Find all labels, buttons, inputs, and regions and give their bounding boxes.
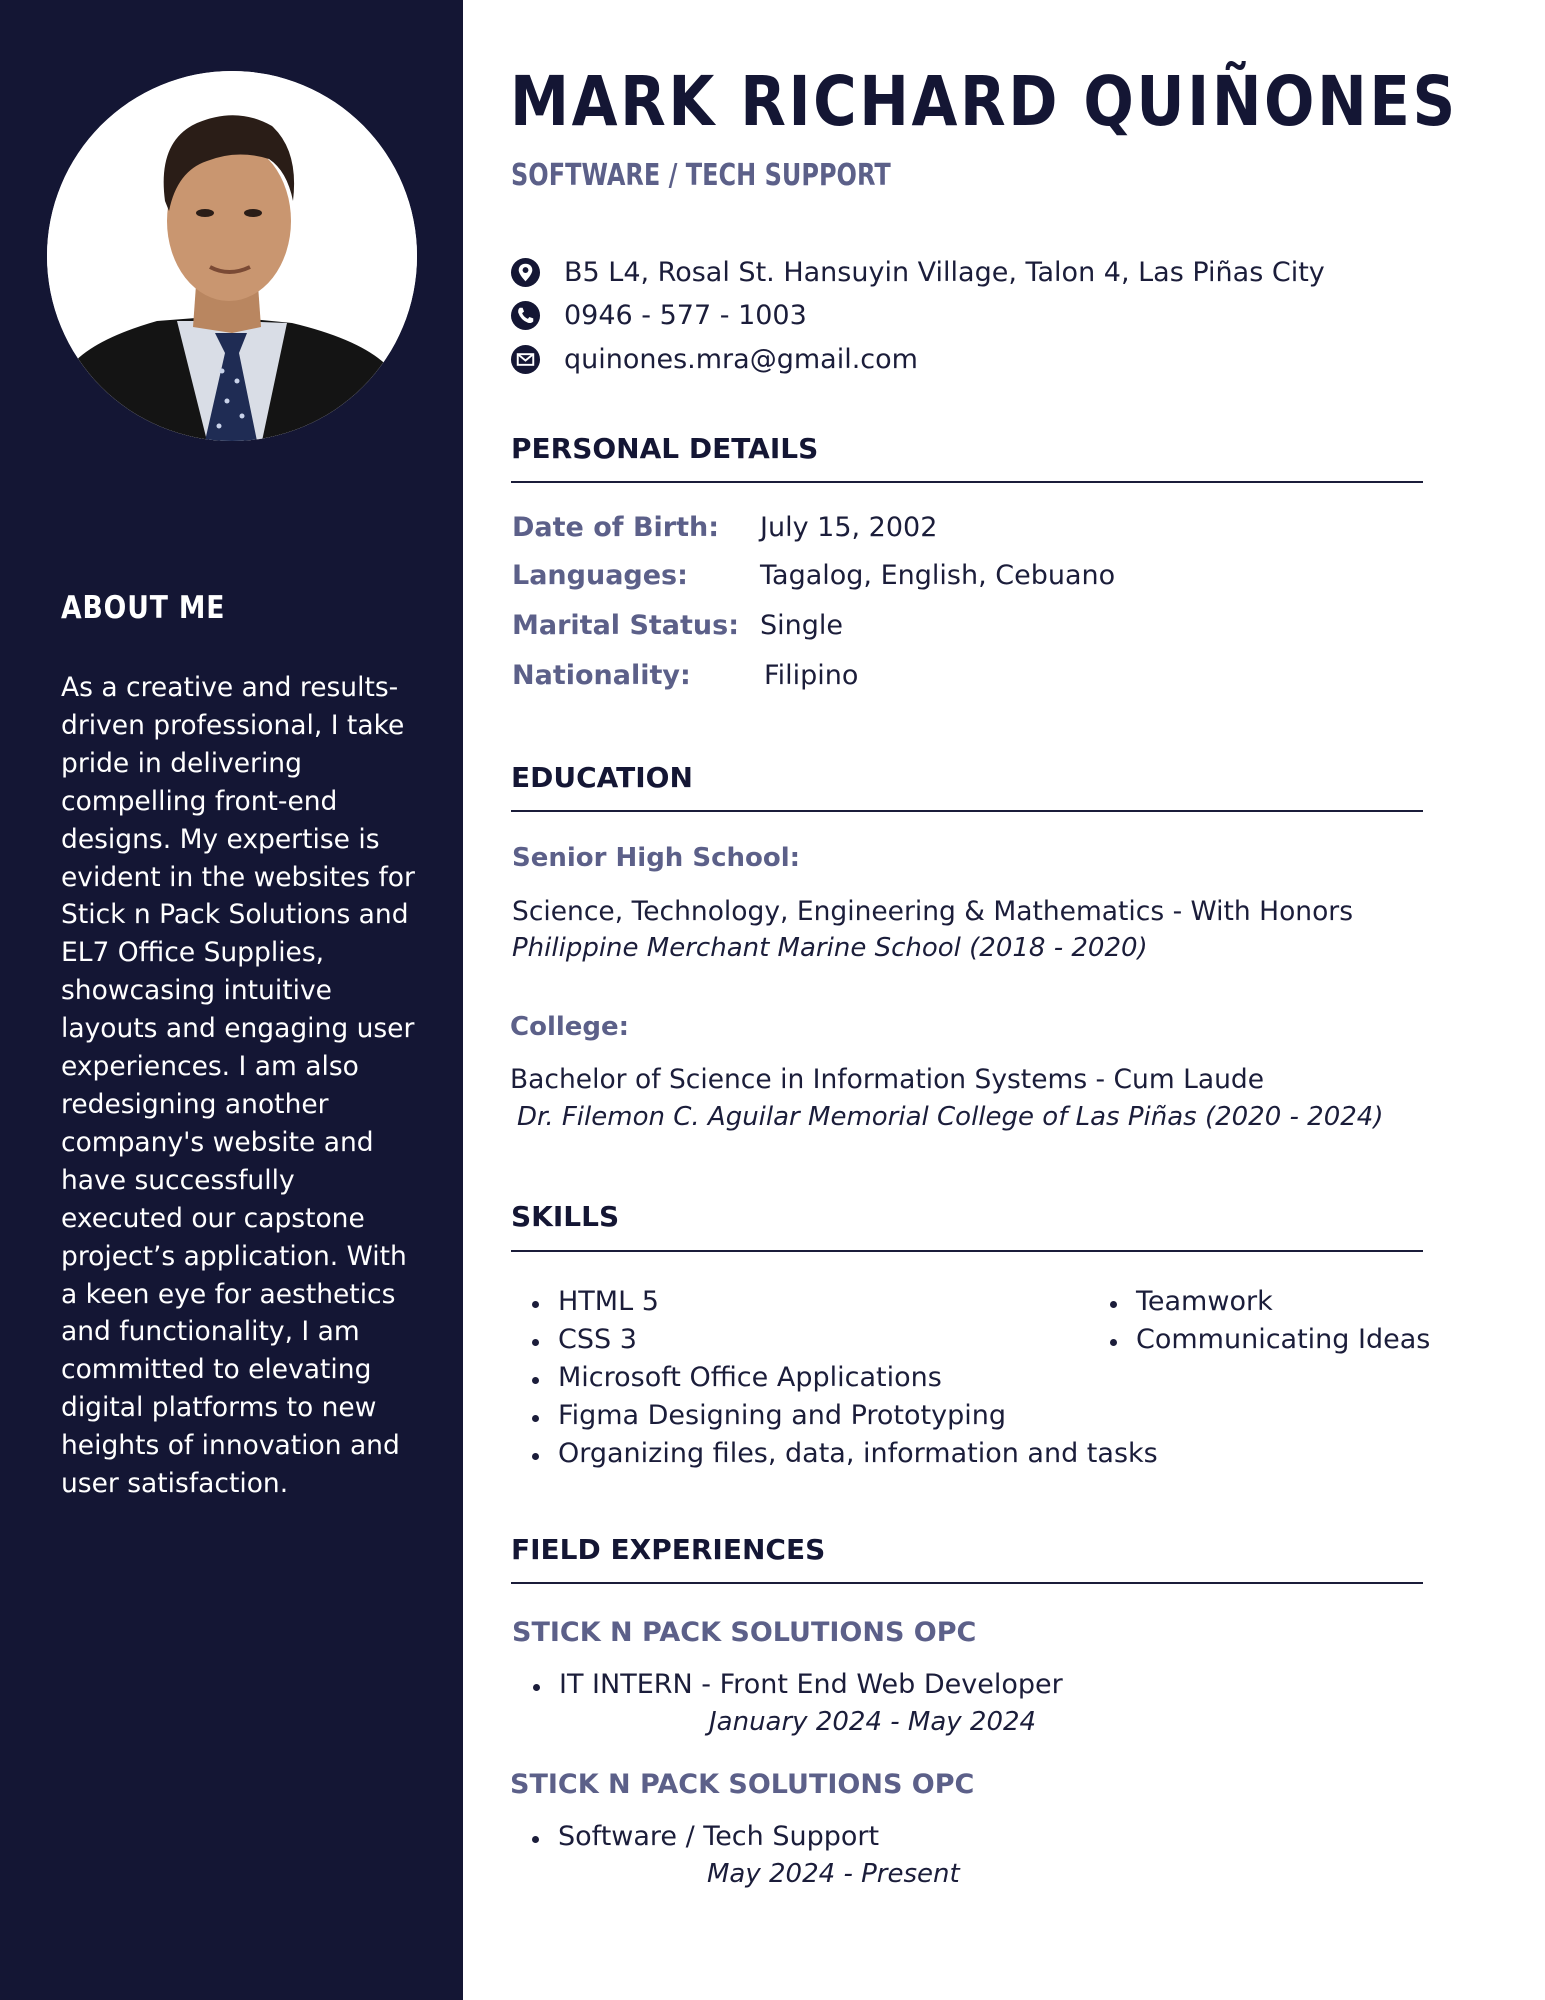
senior-high-school: Philippine Merchant Marine School (2018 - 2020) <box>512 933 1148 963</box>
marital-status-label: Marital Status: <box>512 610 740 641</box>
dob-label: Date of Birth: <box>512 512 720 543</box>
experience-dates: May 2024 - Present <box>707 1859 960 1889</box>
skill-item: HTML 5 <box>558 1286 659 1317</box>
experience-company: STICK N PACK SOLUTIONS OPC <box>512 1617 977 1648</box>
senior-high-heading: Senior High School: <box>512 843 801 873</box>
contact-address <box>510 255 1325 289</box>
contact-email <box>510 342 918 376</box>
about-me-title: ABOUT ME <box>61 590 226 626</box>
section-divider <box>511 1250 1423 1252</box>
experience-position: Software / Tech Support <box>558 1821 880 1852</box>
phone-icon <box>510 300 541 331</box>
portrait-illustration <box>47 71 417 441</box>
skill-item: Microsoft Office Applications <box>558 1362 942 1393</box>
experience-position: IT INTERN - Front End Web Developer <box>559 1669 1063 1700</box>
nationality-label: Nationality: <box>512 660 691 691</box>
skill-item: Teamwork <box>1136 1286 1273 1317</box>
skills-title: SKILLS <box>511 1200 620 1233</box>
dob-value: July 15, 2002 <box>760 512 938 543</box>
phone-text: 0946 - 577 - 1003 <box>564 299 807 331</box>
languages-value: Tagalog, English, Cebuano <box>760 560 1116 591</box>
skill-item: Figma Designing and Prototyping <box>558 1400 1006 1431</box>
address-text: B5 L4, Rosal St. Hansuyin Village, Talon 4, Las Piñas City <box>564 256 1325 288</box>
college-heading: College: <box>510 1012 630 1042</box>
skill-item: CSS 3 <box>558 1324 637 1355</box>
contact-phone <box>510 298 807 332</box>
skill-item: Communicating Ideas <box>1136 1324 1431 1355</box>
section-divider <box>511 481 1423 483</box>
marital-status-value: Single <box>760 610 844 641</box>
skill-item: Organizing files, data, information and tasks <box>558 1438 1158 1469</box>
field-experiences-title: FIELD EXPERIENCES <box>511 1533 826 1566</box>
college-school: Dr. Filemon C. Aguilar Memorial College of Las Piñas (2020 - 2024) <box>517 1102 1384 1132</box>
candidate-role: SOFTWARE / TECH SUPPORT <box>511 158 891 193</box>
profile-photo <box>47 71 417 441</box>
about-me-text: As a creative and results-driven professional, I take pride in delivering compelling front-end designs. My expertise is evident in the websites for Stick n Pack Solutions and EL7 Office Supplies, showcasing intuitive layouts and engaging user experiences. I am also redesigning another company's website and have successfully executed our capstone project’s application. With a keen eye for aesthetics and functionality, I am committed to elevating digital platforms to new heights of innovation and user satisfaction. <box>61 672 415 1500</box>
nationality-value: Filipino <box>764 660 859 691</box>
languages-label: Languages: <box>512 560 688 591</box>
experience-dates: January 2024 - May 2024 <box>709 1707 1037 1737</box>
college-program: Bachelor of Science in Information Systems - Cum Laude <box>510 1064 1264 1095</box>
location-pin-icon <box>510 257 541 288</box>
candidate-name: MARK RICHARD QUIÑONES <box>510 62 1458 142</box>
email-text[interactable]: quinones.mra@gmail.com <box>564 343 918 375</box>
section-divider <box>511 810 1423 812</box>
senior-high-program: Science, Technology, Engineering & Mathematics - With Honors <box>512 896 1353 927</box>
education-title: EDUCATION <box>511 761 693 794</box>
section-divider <box>511 1582 1423 1584</box>
email-icon <box>510 344 541 375</box>
personal-details-title: PERSONAL DETAILS <box>511 432 819 465</box>
sidebar <box>0 0 463 2000</box>
experience-company: STICK N PACK SOLUTIONS OPC <box>510 1769 975 1800</box>
